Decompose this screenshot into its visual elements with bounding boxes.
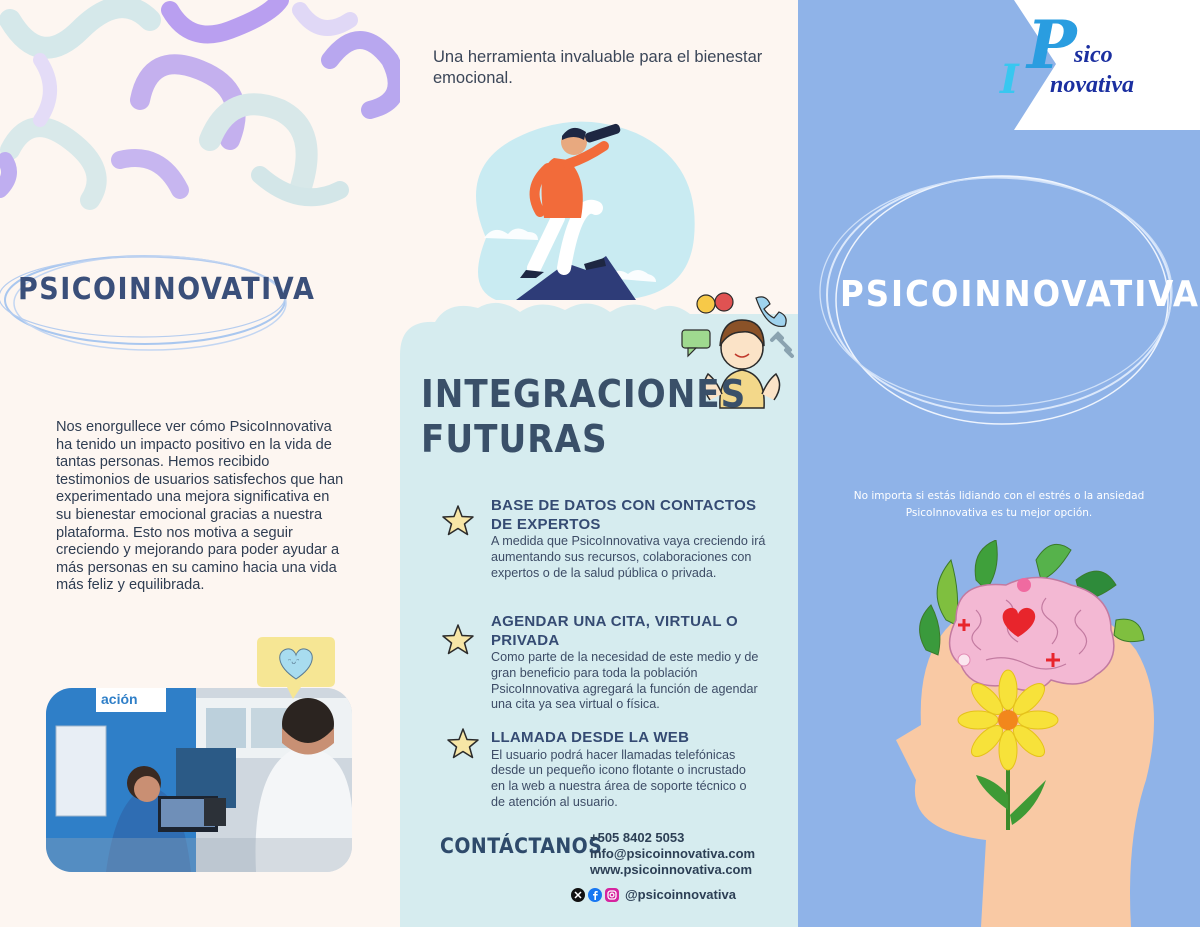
logo-text-top: sico [1074,42,1113,68]
heart-speech-bubble-icon [255,633,337,701]
item-description: Como parte de la necesidad de este medio y de gran beneficio para toda la población PsicoInnovativa agregará la función de agendar una cita ya sea virtual o física. [491,650,759,712]
explorer-illustration [456,118,701,303]
decorative-swirls [0,0,400,230]
contact-label: CONTÁCTANOS [440,834,603,858]
tagline: Una herramienta invaluable para el bienestar emocional. [433,48,763,87]
item-description: El usuario podrá hacer llamadas telefónicas desde un pequeño icono flotante o incrustado en la web a nuestra área de soporte técnico o de atención al usuario. [491,747,747,809]
brand-title-left: PSICOINNOVATIVA [18,272,316,307]
integration-item-web-call [491,729,751,811]
section-title-line-1: INTEGRACIONES [421,372,747,416]
item-description: A medida que PsicoInnovativa vaya creciendo irá aumentando sus recursos, colaboraciones con expertos o de la salud pública o privada. [491,534,766,580]
item-title: BASE DE DATOS CON CONTACTOS DE EXPERTOS [491,497,757,533]
social-row [571,887,736,902]
event-photo [46,688,352,872]
x-icon[interactable] [571,888,585,902]
mind-head-illustration [886,540,1176,927]
item-title: AGENDAR UNA CITA, VIRTUAL O PRIVADA [491,613,738,649]
photo-sign-text: ación [101,691,138,707]
logo-letter-p: P [1027,6,1077,84]
facebook-icon[interactable] [588,888,602,902]
integration-item-appointment [491,613,761,713]
star-icon [446,727,480,759]
svg-text:ᵔᴗᵔ: ᵔᴗᵔ [288,657,300,666]
integration-item-experts [491,497,766,581]
event-photo-illustration [46,688,352,872]
section-title-line-2: FUTURAS [421,417,608,461]
right-panel [798,0,1200,927]
middle-panel [400,0,798,927]
right-caption [798,488,1200,522]
testimonial-paragraph: Nos enorgullece ver cómo PsicoInnovativa ha tenido un impacto positivo en la vida de tantas personas. Hemos recibido testimonios de usuarios satisfechos que han experimentado una mejora significativa en su bienestar emocional gracias a nuestra plataforma. Esto nos motiva a seguir creciendo y mejorando para poder ayudar a más personas en su camino hacia una vida más feliz y equilibrada. [56,419,344,594]
caption-line-2: PsicoInnovativa es tu mejor opción. [905,507,1093,519]
contact-phone[interactable]: +505 8402 5053 [590,830,685,845]
left-panel [0,0,400,927]
contact-website[interactable]: www.psicoinnovativa.com [590,862,753,877]
section-title [421,372,746,462]
contact-details [590,830,755,878]
logo-text-bottom: novativa [1050,72,1134,98]
star-icon [441,623,475,655]
item-title: LLAMADA DESDE LA WEB [491,729,690,746]
contact-email[interactable]: info@psicoinnovativa.com [590,846,756,861]
instagram-icon[interactable] [605,888,619,902]
caption-line-1: No importa si estás lidiando con el estrés o la ansiedad [853,490,1145,502]
psicoinnovativa-logo [1000,6,1190,107]
star-icon [441,504,475,536]
logo-letter-i: I [1000,56,1019,103]
brand-title-right: PSICOINNOVATIVA [840,274,1200,315]
social-handle[interactable]: @psicoinnovativa [625,887,736,902]
